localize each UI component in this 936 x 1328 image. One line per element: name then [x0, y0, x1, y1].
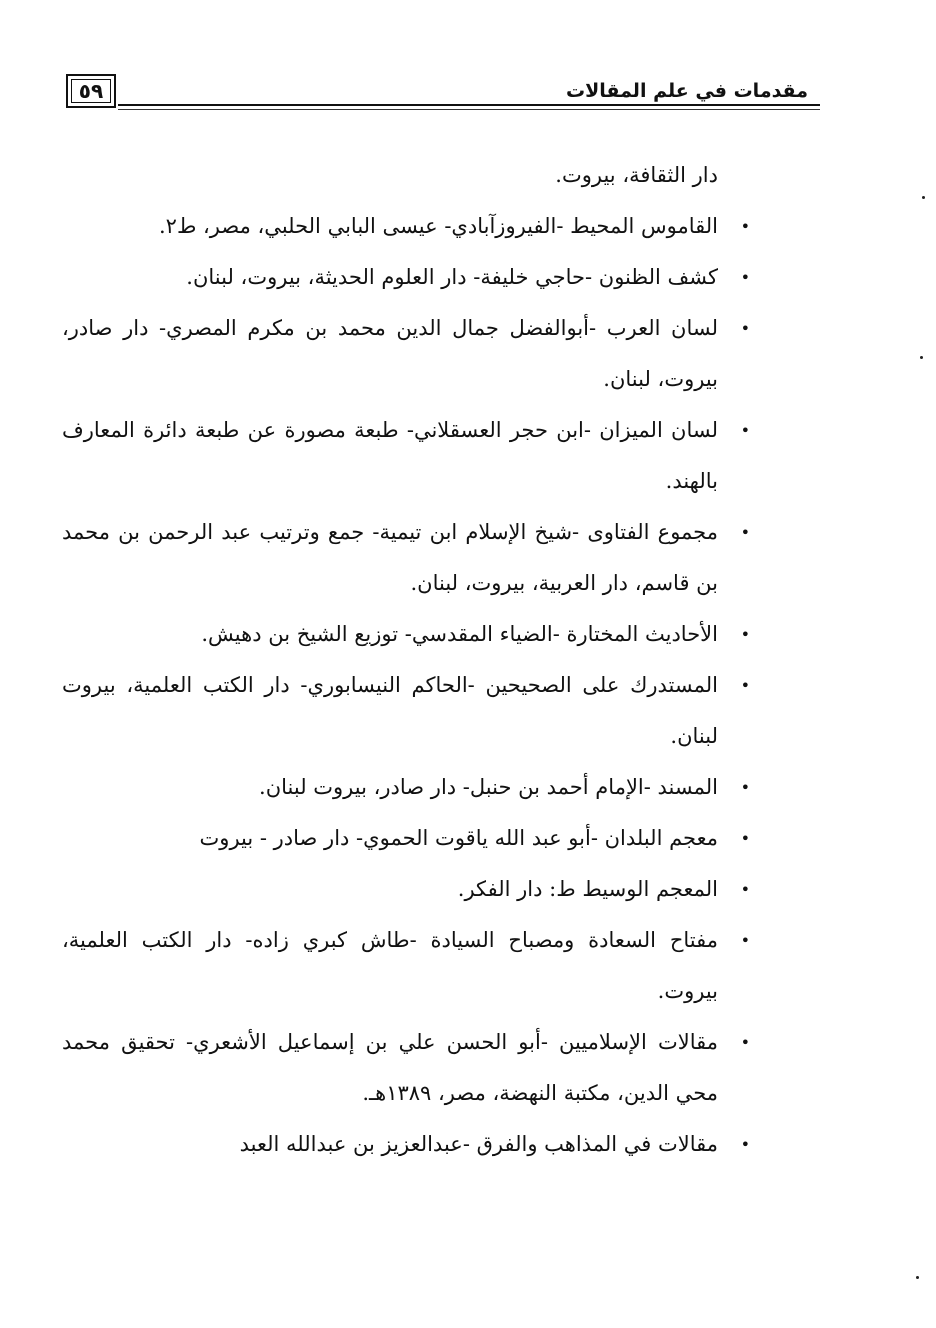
bullet-icon: •	[740, 421, 750, 440]
reference-text: مقالات الإسلاميين -أبو الحسن علي بن إسماعيل الأشعري- تحقيق محمد محي الدين، مكتبة النهضة، مصر، ١٣٨٩هـ.	[62, 1030, 718, 1105]
reference-text: المعجم الوسيط ط: دار الفكر.	[457, 877, 718, 901]
bullet-icon: •	[740, 217, 750, 236]
references-list	[62, 201, 828, 1170]
margin-speck	[920, 356, 923, 359]
bullet-icon: •	[740, 1135, 750, 1154]
reference-item	[62, 303, 828, 405]
reference-item	[62, 609, 828, 660]
reference-item	[62, 864, 828, 915]
header-rule-thin	[118, 109, 820, 110]
bullet-icon: •	[740, 931, 750, 950]
reference-text: كشف الظنون -حاجي خليفة- دار العلوم الحديثة، بيروت، لبنان.	[186, 265, 718, 289]
bullet-icon: •	[740, 676, 750, 695]
bullet-icon: •	[740, 625, 750, 644]
bullet-icon: •	[740, 268, 750, 287]
reference-item	[62, 1017, 828, 1119]
reference-item	[62, 813, 828, 864]
continuation-line: دار الثقافة، بيروت.	[555, 163, 718, 187]
reference-text: المستدرك على الصحيحين -الحاكم النيسابوري- دار الكتب العلمية، بيروت لبنان.	[62, 673, 718, 748]
margin-speck	[922, 196, 925, 199]
reference-text: الأحاديث المختارة -الضياء المقدسي- توزيع الشيخ بن دهيش.	[201, 622, 718, 646]
running-header-title: مقدمات في علم المقالات	[566, 80, 808, 102]
reference-text: مفتاح السعادة ومصباح السيادة -طاش كبري زاده- دار الكتب العلمية، بيروت.	[62, 928, 718, 1003]
reference-text: مقالات في المذاهب والفرق -عبدالعزيز بن عبدالله العبد	[239, 1132, 718, 1156]
references-content	[62, 150, 828, 1170]
reference-text: لسان الميزان -ابن حجر العسقلاني- طبعة مصورة عن طبعة دائرة المعارف بالهند.	[62, 418, 718, 493]
reference-item	[62, 660, 828, 762]
page-number-box	[66, 74, 116, 108]
page-number: ٥٩	[71, 79, 111, 103]
reference-item	[62, 1119, 828, 1170]
reference-item	[62, 762, 828, 813]
reference-item	[62, 405, 828, 507]
bullet-icon: •	[740, 523, 750, 542]
reference-text: لسان العرب -أبوالفضل جمال الدين محمد بن مكرم المصري- دار صادر، بيروت، لبنان.	[62, 316, 718, 391]
reference-text: مجموع الفتاوى -شيخ الإسلام ابن تيمية- جمع وترتيب عبد الرحمن بن محمد بن قاسم، دار العربية، بيروت، لبنان.	[62, 520, 718, 595]
bullet-icon: •	[740, 829, 750, 848]
reference-item	[62, 507, 828, 609]
header-rule	[118, 104, 820, 106]
bullet-icon: •	[740, 778, 750, 797]
reference-text: القاموس المحيط -الفيروزآبادي- عيسى البابي الحلبي، مصر، ط٢.	[158, 214, 718, 238]
reference-text: المسند -الإمام أحمد بن حنبل- دار صادر، بيروت لبنان.	[259, 775, 718, 799]
reference-item	[62, 915, 828, 1017]
bullet-icon: •	[740, 319, 750, 338]
bullet-icon: •	[740, 1033, 750, 1052]
bullet-icon: •	[740, 880, 750, 899]
reference-item	[62, 201, 828, 252]
reference-text: معجم البلدان -أبو عبد الله ياقوت الحموي- دار صادر - بيروت	[199, 826, 718, 850]
margin-speck	[916, 1276, 919, 1279]
reference-item	[62, 252, 828, 303]
